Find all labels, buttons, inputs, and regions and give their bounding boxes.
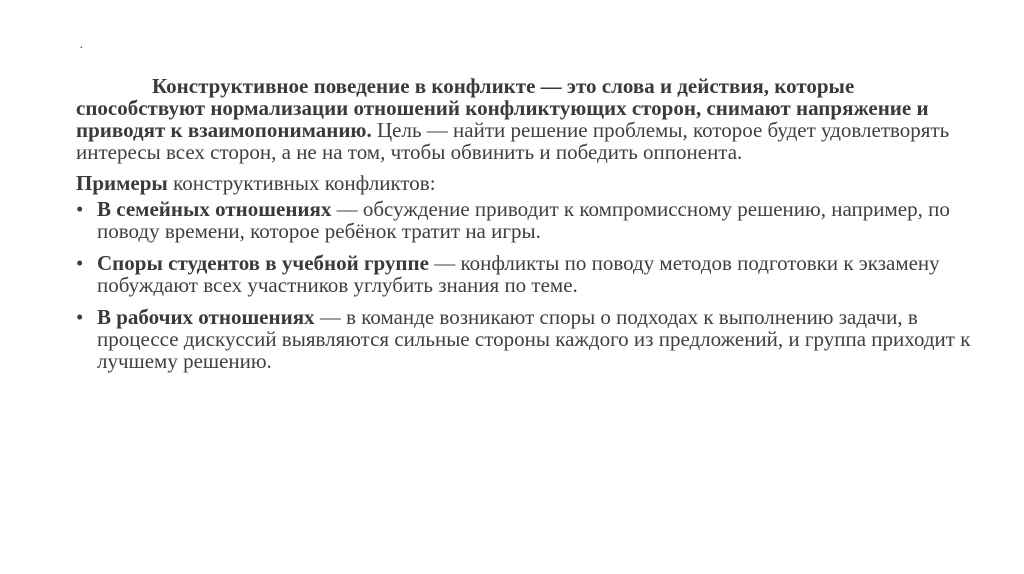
example-item-family (76, 198, 976, 242)
definition-bold: Конструктивное поведение в конфликте — это слова и действия, которые способствуют нормализации отношений конфликтующих сторон, снимают напряжение и приводят к взаимопониманию. (76, 74, 929, 142)
bullet-icon: • (76, 251, 84, 275)
slide-body (76, 75, 976, 382)
example-text: — конфликты по поводу методов подготовки к экзамену побуждают всех участников углубить знания по теме. (97, 251, 940, 297)
example-text: — обсуждение приводит к компромиссному решению, например, по поводу времени, которое ребёнок тратит на игры. (97, 197, 950, 243)
example-item-work (76, 306, 976, 372)
definition-paragraph (76, 75, 976, 163)
example-item-students (76, 252, 976, 296)
examples-intro-bold: Примеры (76, 171, 168, 195)
examples-intro (76, 172, 976, 194)
bullet-icon: • (76, 197, 84, 221)
example-text: — в команде возникают споры о подходах к выполнению задачи, в процессе дискуссий выявляются сильные стороны каждого из предложений, и группа приходит к лучшему решению. (97, 305, 971, 373)
slide-marker: · (79, 41, 84, 56)
example-title: В рабочих отношениях (97, 305, 315, 329)
examples-intro-rest: конструктивных конфликтов: (167, 171, 436, 195)
bullet-icon: • (76, 305, 84, 329)
examples-list (76, 198, 976, 372)
example-title: Споры студентов в учебной группе (97, 251, 429, 275)
example-title: В семейных отношениях (97, 197, 332, 221)
definition-rest: Цель — найти решение проблемы, которое будет удовлетворять интересы всех сторон, а не на том, чтобы обвинить и победить оппонента. (76, 118, 950, 164)
